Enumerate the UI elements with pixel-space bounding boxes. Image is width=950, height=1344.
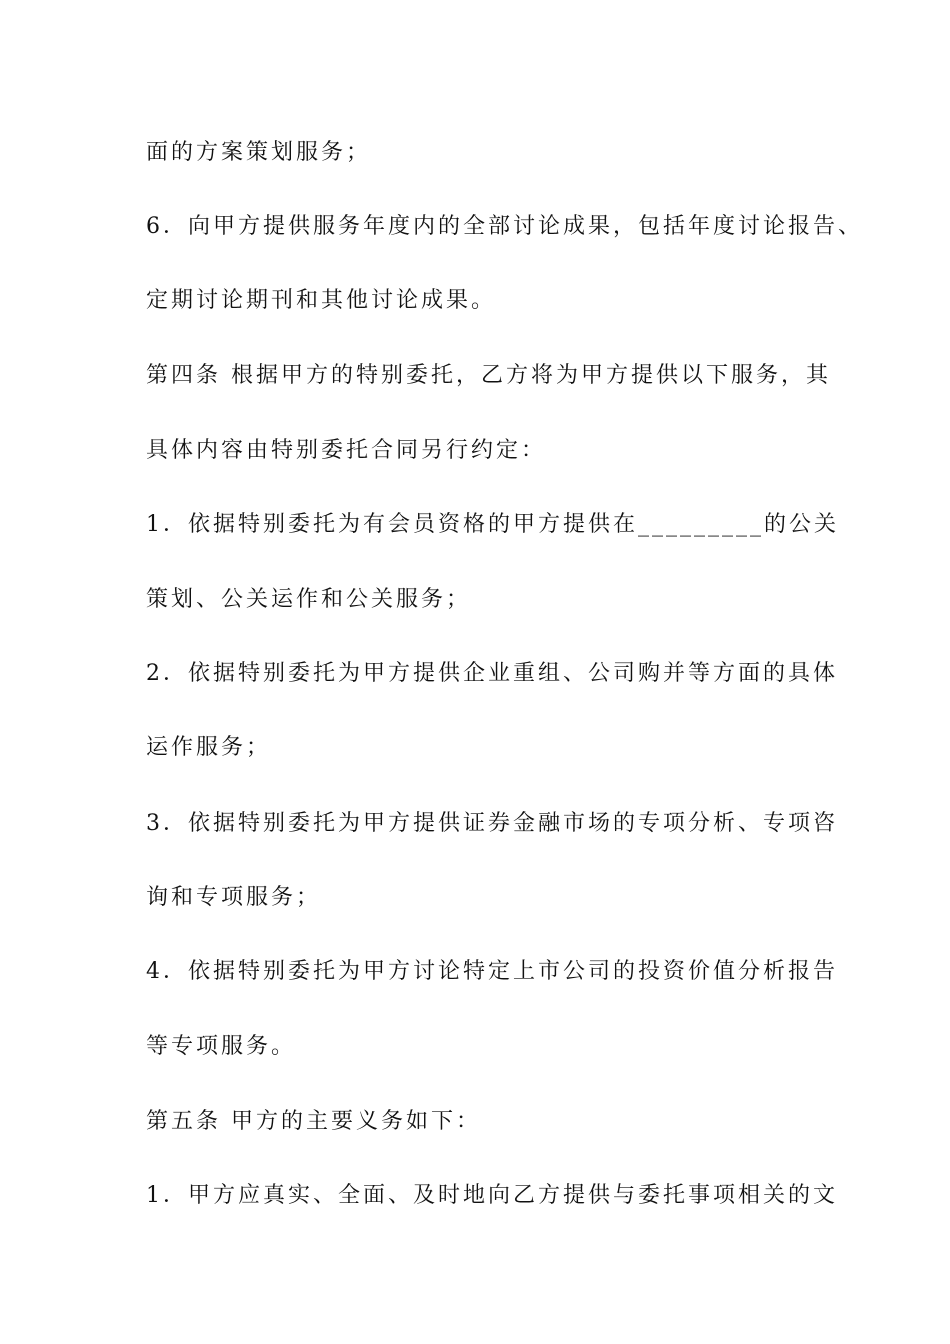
text-line: 具体内容由特别委托合同另行约定： bbox=[146, 438, 547, 463]
text-line: 定期讨论期刊和其他讨论成果。 bbox=[146, 288, 497, 313]
text-line: 面的方案策划服务； bbox=[146, 140, 372, 165]
list-item: 3．依据特别委托为甲方提供证券金融市场的专项分析、专项咨 bbox=[146, 811, 838, 836]
article-heading-5: 第五条 甲方的主要义务如下： bbox=[146, 1109, 481, 1134]
list-item: 1．甲方应真实、全面、及时地向乙方提供与委托事项相关的文 bbox=[146, 1183, 838, 1208]
text-line: 6．向甲方提供服务年度内的全部讨论成果，包括年度讨论报告、 bbox=[146, 214, 863, 239]
text-line: 策划、公关运作和公关服务； bbox=[146, 587, 472, 612]
list-item: 4．依据特别委托为甲方讨论特定上市公司的投资价值分析报告 bbox=[146, 959, 838, 984]
article-heading-4: 第四条 根据甲方的特别委托，乙方将为甲方提供以下服务，其 bbox=[146, 363, 831, 388]
list-item: 2．依据特别委托为甲方提供企业重组、公司购并等方面的具体 bbox=[146, 661, 838, 686]
list-item: 1．依据特别委托为有会员资格的甲方提供在_________的公关 bbox=[146, 512, 839, 537]
text-line: 等专项服务。 bbox=[146, 1034, 297, 1059]
text-line: 询和专项服务； bbox=[146, 885, 322, 910]
text-line: 运作服务； bbox=[146, 735, 272, 760]
